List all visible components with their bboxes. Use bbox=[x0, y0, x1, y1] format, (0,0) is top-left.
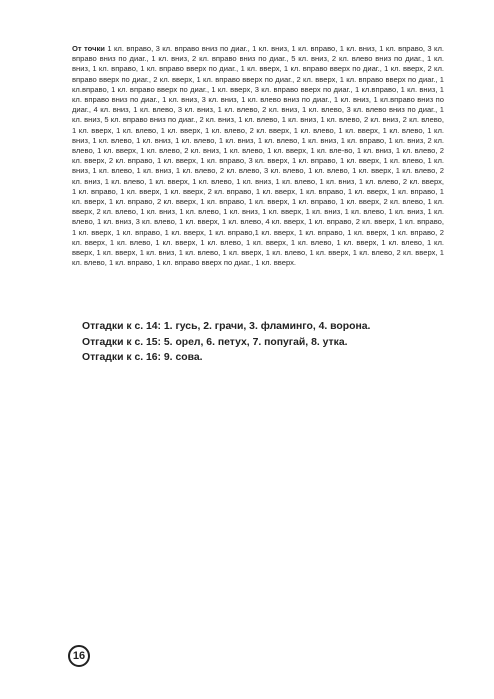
answer-text: к с. 15: 5. орел, 6. петух, 7. попугай, 8. утка. bbox=[123, 336, 348, 348]
answer-label: Отгадки bbox=[82, 352, 124, 363]
answer-line bbox=[82, 319, 442, 335]
instructions-text: 1 кл. вправо, 3 кл. вправо вниз по диаг., 1 кл. вниз, 1 кл. вправо, 1 кл. вниз, 1 кл. вправо, 3 кл. вправо вниз по диаг., 1 кл. вниз, 2 кл. вправо вниз по диаг., 5 кл. вниз, 2 кл. влево вниз по диаг., 1 кл. вниз, 1 кл. вправо, 1 кл. вправо вверх по диаг., 1 кл. вверх, 1 кл. вправо вверх по диаг., 1 кл. вверх, 2 кл. вправо вверх по диаг., 2 кл. вверх, 1 кл. вправо вверх по диаг., 2 кл. вверх, 1 кл. вправо вверх по диаг., 1 кл.вправо, 1 кл. вправо вверх по диаг., 1 кл. вверх, 3 кл. вправо вверх по диаг., 1 кл.вправо, 1 кл. вниз, 1 кл. вправо вниз по диаг., 1 кл. вниз, 3 кл. вниз, 1 кл. влево вниз по диаг., 1 кл. вниз, 1 кл.вправо вниз по диаг., 4 кл. вниз, 1 кл. влево, 3 кл. вниз, 1 кл. влево, 2 кл. вниз, 1 кл. влево, 3 кл. влево вниз по диаг., 1 кл. вниз, 5 кл. вправо вниз по диаг., 2 кл. вниз, 1 кл. влево, 1 кл. вниз, 1 кл. влево, 2 кл. вниз, 2 кл. влево, 1 кл. вверх, 1 кл. влево, 1 кл. вверх, 1 кл. влево, 2 кл. вверх, 1 кл. влево, 1 кл. вверх, 1 кл. влево, 1 кл. вниз, 1 кл. влево, 1 кл. вниз, 1 кл. влево, 1 кл. вниз, 1 кл. влево, 1 кл. вниз, 1 кл. вправо, 1 кл. вниз, 2 кл. влево, 1 кл. вверх, 1 кл. влево, 2 кл. вниз, 1 кл. влево, 1 кл. вверх, 1 кл. вле-во, 1 кл. вниз, 1 кл. влево, 2 кл. вверх, 2 кл. вправо, 1 кл. вверх, 1 кл. вправо, 3 кл. вверх, 1 кл. вправо, 1 кл. вверх, 1 кл. влево, 1 кл. вниз, 1 кл. влево, 1 кл. вниз, 1 кл. влево, 2 кл. влево, 3 кл. влево, 1 кл. влево, 1 кл. вверх, 1 кл. влево, 2 кл. вниз, 1 кл. влево, 1 кл. вверх, 1 кл. влево, 1 кл. вниз, 1 кл. влево, 1 кл. вниз, 1 кл. влево, 2 кл. вверх, 1 кл. вправо, 1 кл. вверх, 1 кл. вверх, 2 кл. вправо, 1 кл. вверх, 1 кл. вправо, 1 кл. вверх, 1 кл. вправо, 1 кл. вверх, 1 кл. вправо, 2 кл. вверх, 1 кл. вправо, 1 кл. вверх, 1 кл. вправо, 1 кл. вверх, 2 кл. влево, 1 кл. вверх, 2 кл. влево, 1 кл. вниз, 1 кл. влево, 1 кл. вниз, 1 кл. вверх, 1 кл. вниз, 1 кл. влево, 1 кл. вниз, 1 кл. влево, 1 кл. вниз, 3 кл. влево, 1 кл. вверх, 1 кл. влево, 4 кл. вверх, 1 кл. вправо, 2 кл. вверх, 1 кл. вправо, 1 кл. вверх, 1 кл. вправо, 1 кл. вверх, 1 кл. вправо,1 кл. вверх, 1 кл. вправо, 1 кл. вверх, 1 кл. вправо, 2 кл. вверх, 1 кл. влево, 1 кл. вверх, 1 кл. влево, 1 кл. вверх, 1 кл. влево, 1 кл. вверх, 1 кл. влево, 1 кл. вверх, 1 кл. вверх, 1 кл. вниз, 1 кл. влево, 1 кл. вверх, 1 кл. влево, 1 кл. вверх, 1 кл. влево, 2 кл. вверх, 1 кл. влево, 1 кл. вправо, 1 кл. вправо вверх по диаг., 1 кл. вверх. bbox=[72, 44, 444, 268]
answer-line bbox=[82, 350, 442, 366]
answer-text: к с. 14: 1. гусь, 2. грачи, 3. фламинго, 4. ворона. bbox=[123, 321, 371, 332]
answer-label: Отгадки bbox=[82, 336, 124, 348]
page-number: 16 bbox=[68, 645, 90, 667]
answer-text: к с. 16: 9. сова. bbox=[123, 352, 203, 363]
drawing-instructions bbox=[72, 44, 444, 268]
answer-line bbox=[82, 335, 442, 351]
instructions-lead: От точки bbox=[72, 44, 105, 53]
answers-list bbox=[82, 319, 442, 366]
answer-label: Отгадки bbox=[82, 321, 124, 332]
